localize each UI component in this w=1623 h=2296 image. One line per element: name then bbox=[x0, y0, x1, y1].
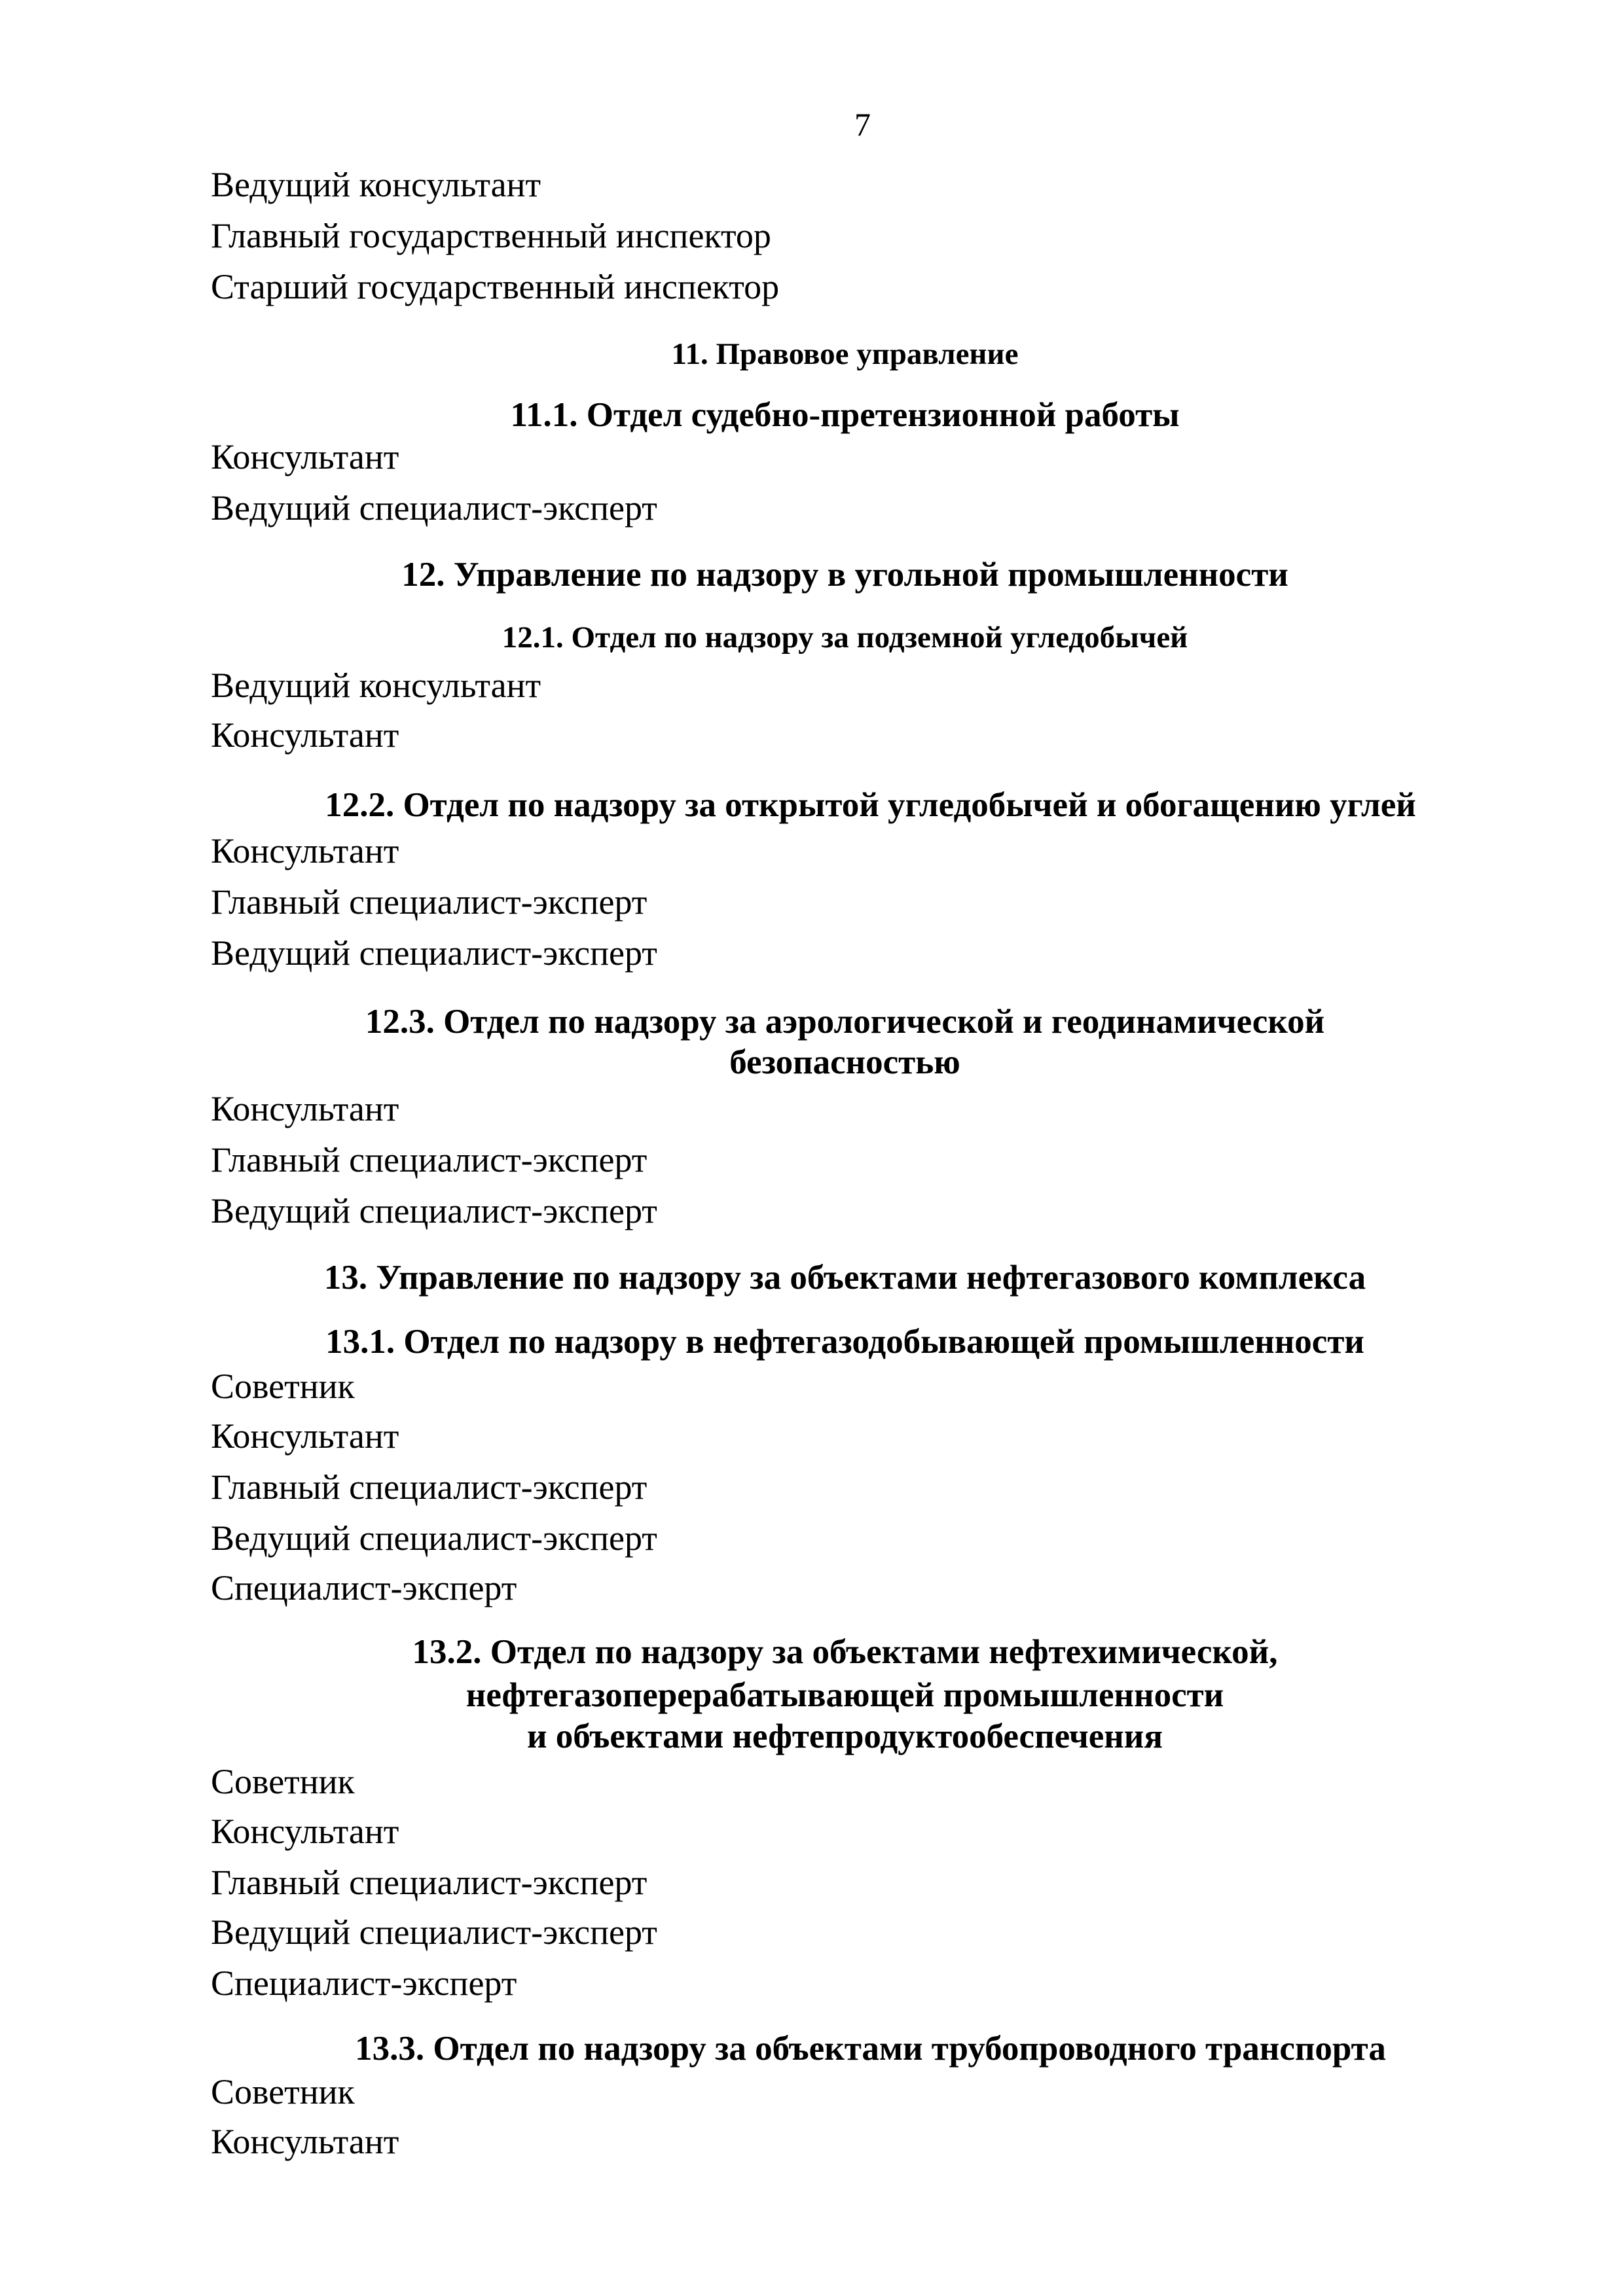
position-item: Специалист-эксперт bbox=[211, 1568, 517, 1607]
section-heading: 11. Правовое управление bbox=[671, 337, 1019, 371]
subsection-heading-line: нефтегазоперерабатывающей промышленности bbox=[465, 1676, 1224, 1714]
position-item: Консультант bbox=[211, 437, 399, 476]
position-item: Специалист-эксперт bbox=[211, 1964, 517, 2003]
subsection-heading: 13.3. Отдел по надзору за объектами трубопроводного транспорта bbox=[355, 2030, 1386, 2068]
position-item: Главный государственный инспектор bbox=[211, 216, 771, 255]
position-item: Главный специалист-эксперт bbox=[211, 1467, 647, 1507]
position-item: Ведущий специалист-эксперт bbox=[211, 1912, 657, 1952]
position-item: Ведущий консультант bbox=[211, 165, 541, 204]
position-item: Ведущий консультант bbox=[211, 666, 541, 705]
position-item: Главный специалист-эксперт bbox=[211, 1140, 647, 1179]
position-item: Консультант bbox=[211, 1089, 399, 1128]
section-heading: 12. Управление по надзору в угольной промышленности bbox=[401, 556, 1288, 594]
subsection-heading-line: безопасностью bbox=[729, 1043, 960, 1081]
position-item: Советник bbox=[211, 1762, 355, 1801]
subsection-heading-line: 13.2. Отдел по надзору за объектами нефтехимической, bbox=[412, 1633, 1278, 1671]
position-item: Консультант bbox=[211, 715, 399, 755]
position-item: Консультант bbox=[211, 1812, 399, 1851]
position-item: Советник bbox=[211, 2072, 355, 2111]
section-heading: 13. Управление по надзору за объектами нефтегазового комплекса bbox=[323, 1259, 1366, 1297]
position-item: Ведущий специалист-эксперт bbox=[211, 488, 657, 528]
position-item: Ведущий специалист-эксперт bbox=[211, 1518, 657, 1558]
subsection-heading: 12.1. Отдел по надзору за подземной угледобычей bbox=[501, 620, 1188, 655]
position-item: Ведущий специалист-эксперт bbox=[211, 933, 657, 973]
position-item: Ведущий специалист-эксперт bbox=[211, 1191, 657, 1230]
subsection-heading-line: 12.3. Отдел по надзору за аэрологической и геодинамической bbox=[365, 1003, 1325, 1041]
position-item: Старший государственный инспектор bbox=[211, 267, 780, 306]
subsection-heading: 11.1. Отдел судебно-претензионной работы bbox=[510, 396, 1180, 434]
subsection-heading: 13.1. Отдел по надзору в нефтегазодобывающей промышленности bbox=[325, 1323, 1364, 1361]
position-item: Консультант bbox=[211, 1416, 399, 1456]
position-item: Консультант bbox=[211, 831, 399, 870]
page-number: 7 bbox=[854, 106, 871, 143]
subsection-heading-line: и объектами нефтепродуктообеспечения bbox=[526, 1717, 1163, 1755]
subsection-heading: 12.2. Отдел по надзору за открытой угледобычей и обогащению углей bbox=[325, 786, 1416, 824]
position-item: Советник bbox=[211, 1367, 355, 1406]
position-item: Главный специалист-эксперт bbox=[211, 1863, 647, 1902]
position-item: Главный специалист-эксперт bbox=[211, 882, 647, 922]
position-item: Консультант bbox=[211, 2122, 399, 2161]
